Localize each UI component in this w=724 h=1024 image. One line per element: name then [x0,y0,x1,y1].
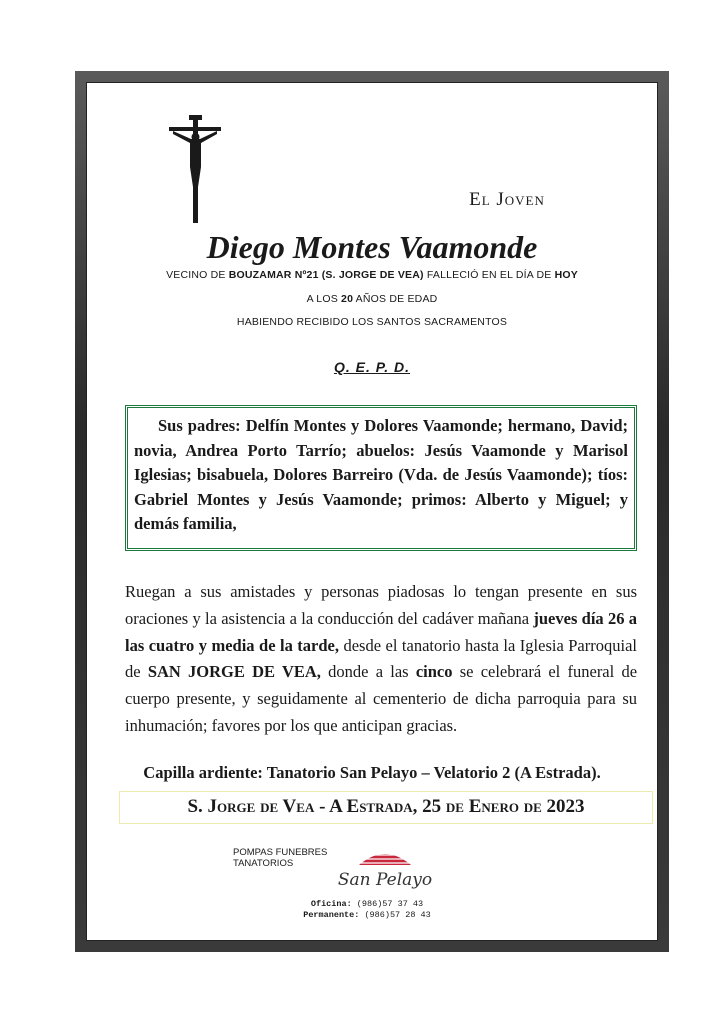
ceremony-text: Ruegan a sus amistades y personas piadosas lo tengan presente en sus oraciones y la asistencia a la conducción del cadáver mañana jueves día 26 a las cuatro y media de la tarde, desde el tanatorio hasta la Iglesia Parroquial de SAN JORGE DE VEA, donde a las cinco se celebrará el funeral de cuerpo presente, y seguidamente al cementerio de dicha parroquia para su inhumación; favores por los que anticipan gracias. [125,582,638,735]
chapel-line: Capilla ardiente: Tanatorio San Pelayo – Velatorio 2 (A Estrada). [143,763,601,782]
age-line: A LOS 20 AÑOS DE EDAD [306,293,438,305]
notice-card [86,82,658,941]
sacraments-line: HABIENDO RECIBIDO LOS SANTOS SACRAMENTOS [236,316,508,328]
deceased-name: Diego Montes Vaamonde [206,229,538,265]
funeral-home-label: POMPAS FUNEBRES TANATORIOS [233,847,328,869]
residence-line: VECINO DE BOUZAMAR Nº21 (S. JORGE DE VEA) FALLECIÓ EN EL DÍA DE HOY [166,269,578,281]
title-label: El Joven [469,189,545,210]
qepd-label: Q. E. P. D. [333,359,411,375]
san-pelayo-logo [335,845,435,901]
crucifix-icon [167,115,223,225]
family-text: Sus padres: Delfín Montes y Dolores Vaamonde; hermano, David; novia, Andrea Porto Tarrío; abuelos: Jesús Vaamonde y Marisol Iglesias; bisabuela, Dolores Barreiro (Vda. de Jesús Vaamonde); tíos: Gabriel Montes y Jesús Vaamonde; primos: Alberto y Miguel; y demás familia, [134,416,628,533]
contact-phones: Oficina: (986)57 37 43 Permanente: (986)57 28 43 [303,899,431,920]
svg-text:San Pelayo: San Pelayo [337,870,433,890]
family-box [125,405,637,551]
border-frame [75,71,669,952]
date-line: S. Jorge de Vea - A Estrada, 25 de Enero de 2023 [119,791,653,824]
